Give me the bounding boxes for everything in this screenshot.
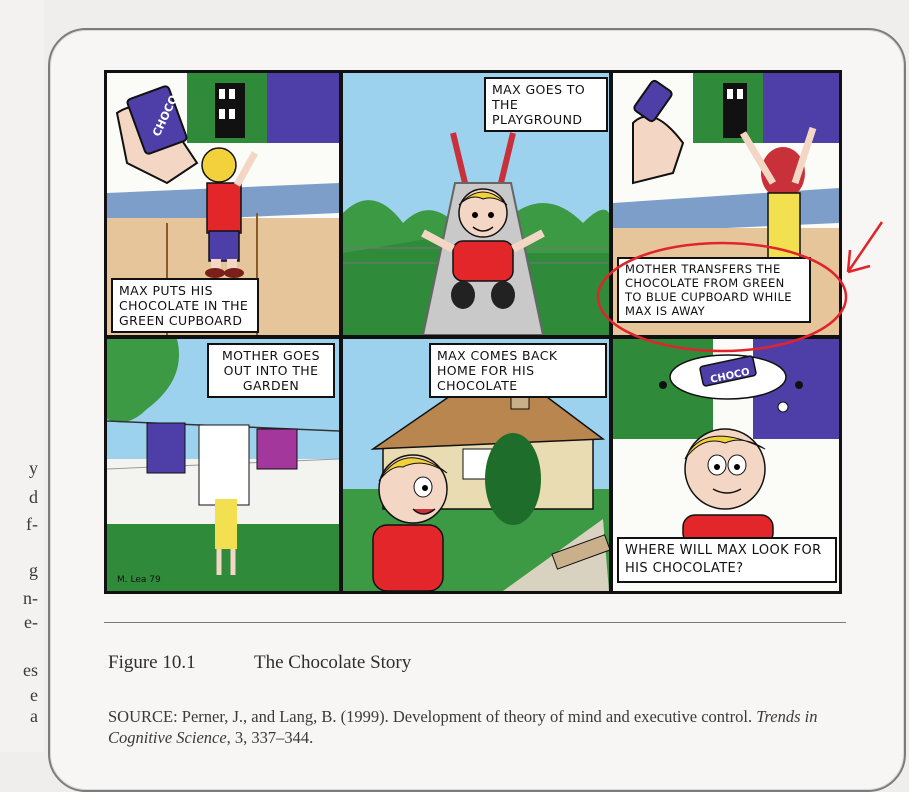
panel-3 [613, 73, 839, 335]
margin-letter: f- [26, 514, 38, 534]
panel-4-caption: MOTHER GOES OUT INTO THE GARDEN [207, 343, 335, 398]
panel-5-caption: MAX COMES BACK HOME FOR HIS CHOCOLATE [429, 343, 607, 398]
margin-letter: g [29, 560, 38, 580]
caption-divider [104, 622, 846, 623]
margin-letter: e [30, 685, 38, 705]
panel-4 [107, 339, 339, 591]
figure-number: Figure 10.1 [108, 652, 196, 673]
choco-thought-label: CHOCO [709, 366, 751, 386]
panel-1 [107, 73, 339, 335]
margin-letter: n- [23, 588, 38, 608]
source-citation: SOURCE: Perner, J., and Lang, B. (1999). Development of theory of mind and executive control. [108, 707, 757, 726]
panel-1-caption: MAX PUTS HIS CHOCOLATE IN THE GREEN CUPBOARD [111, 278, 259, 333]
panel-6 [613, 339, 839, 591]
panel-3-caption: MOTHER TRANSFERS THE CHOCOLATE FROM GREEN TO BLUE CUPBOARD WHILE MAX IS AWAY [617, 257, 811, 323]
panel-5 [343, 339, 609, 591]
margin-letter: es [23, 660, 38, 680]
margin-letter: d [29, 487, 38, 507]
margin-letter: y [29, 458, 38, 478]
panel-6-caption: WHERE WILL MAX LOOK FOR HIS CHOCOLATE? [617, 537, 837, 583]
panel-2 [343, 73, 609, 335]
margin-letter: a [30, 706, 38, 726]
choco-bar-label: CHOCO [150, 93, 181, 139]
source-volume-pages: , 3, 337–344. [226, 728, 314, 747]
figure-title: The Chocolate Story [254, 652, 412, 673]
adjacent-page-margin [0, 0, 44, 752]
comic-strip [104, 70, 842, 594]
margin-letter: e- [24, 612, 38, 632]
figure-source [108, 706, 868, 748]
source-journal: Trends in Cognitive Science [108, 707, 818, 747]
artist-signature: M. Lea 79 [117, 575, 161, 585]
panel-2-caption: MAX GOES TO THE PLAYGROUND [484, 77, 608, 132]
